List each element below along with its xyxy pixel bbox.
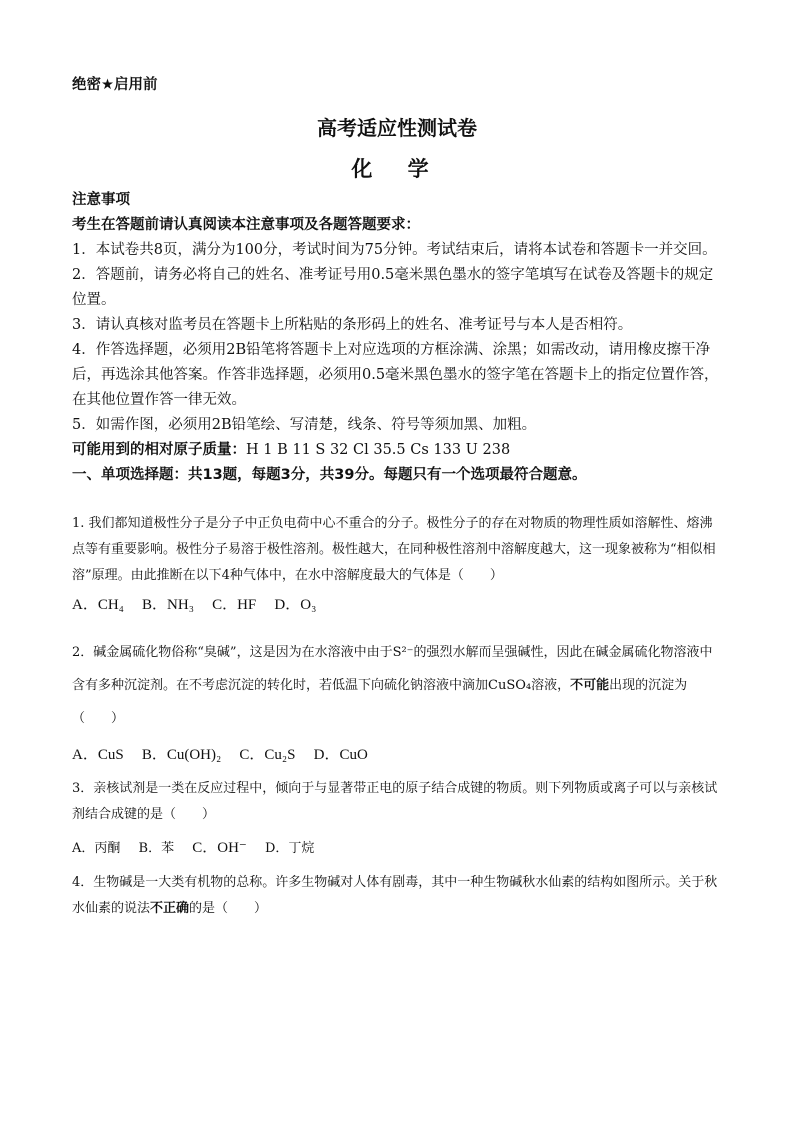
- section-heading: 一、单项选择题：共13题，每题3分，共39分。每题只有一个选项最符合题意。: [72, 467, 587, 483]
- notice-section: [72, 188, 724, 488]
- notice-item: 2．答题前，请务必将自己的姓名、准考证号用0.5毫米黑色墨水的签字笔填写在试卷及答题卡的规定位置。: [72, 267, 714, 308]
- option-d: D．丁烷: [264, 841, 315, 856]
- notice-item: 5．如需作图，必须用2B铅笔绘、写清楚，线条、符号等须加黑、加粗。: [72, 417, 537, 433]
- exam-title: 高考适应性测试卷: [317, 116, 477, 140]
- question-1: 1. 我们都知道极性分子是分子中正负电荷中心不重合的分子。极性分子的存在对物质的物理性质如溶解性、熔沸点等有重要影响。极性分子易溶于极性溶剂。极性越大，在同种极性溶剂中溶解度越大，这一现象被称为“相似相溶”原理。由此推断在以下4种气体中，在水中溶解度最大的气体是（ ）: [72, 516, 716, 583]
- option-b: B．苯: [138, 841, 175, 856]
- question-2: [72, 636, 724, 735]
- question-2-options: [72, 742, 724, 769]
- option-c: C．Cu₂S: [239, 747, 296, 763]
- subject-title: 化 学: [351, 157, 443, 181]
- option-a: A．CH₄: [72, 597, 124, 613]
- question-3: 3．亲核试剂是一类在反应过程中，倾向于与显著带正电的原子结合成键的物质。则下列物质或离子可以与亲核试剂结合成键的是（ ）: [72, 781, 718, 822]
- option-c: C．OH⁻: [192, 840, 247, 856]
- question-2-text: 2．碱金属硫化物俗称“臭碱”，这是因为在水溶液中由于S²⁻的强烈水解而呈强碱性，因此在碱金属硫化物溶液中含有多种沉淀剂。在不考虑沉淀的转化时，若低温下向硫化钠溶液中滴加CuSO₄溶液，: [72, 645, 713, 693]
- question-3-options: [72, 835, 724, 862]
- question-4: [72, 870, 724, 922]
- option-a: A．CuS: [72, 747, 124, 763]
- notice-intro: 考生在答题前请认真阅读本注意事项及各题答题要求：: [72, 217, 420, 233]
- question-4-emphasis: 不正确: [150, 901, 190, 916]
- option-d: D．O₃: [274, 597, 317, 613]
- notice-item: 3．请认真核对监考员在答题卡上所粘贴的条形码上的姓名、准考证号与本人是否相符。: [72, 317, 633, 333]
- question-1-options: [72, 592, 724, 619]
- notice-heading: 注意事项: [72, 192, 130, 208]
- question-2-emphasis: 不可能: [570, 678, 610, 693]
- option-d: D．CuO: [313, 747, 368, 763]
- question-2-text-end: 出现的沉淀为（ ）: [72, 678, 688, 726]
- notice-item: 1．本试卷共8页，满分为100分，考试时间为75分钟。考试结束后，请将本试卷和答题卡一并交回。: [72, 242, 717, 258]
- option-c: C．HF: [212, 597, 257, 613]
- confidential-label: 绝密★启用前: [72, 77, 158, 93]
- option-b: B．NH₃: [142, 597, 194, 613]
- atomic-masses-values: H 1 B 11 S 32 Cl 35.5 Cs 133 U 238: [246, 442, 511, 458]
- option-a: A．丙酮: [72, 841, 121, 856]
- atomic-masses-label: 可能用到的相对原子质量：: [72, 442, 246, 458]
- atomic-masses-line: [72, 438, 724, 463]
- option-b: B．Cu(OH)₂: [141, 747, 222, 763]
- question-4-text-end: 的是（ ）: [189, 901, 268, 916]
- question-4-text: 4．生物碱是一大类有机物的总称。许多生物碱对人体有剧毒，其中一种生物碱秋水仙素的结构如图所示。关于秋水仙素的说法: [72, 875, 718, 916]
- notice-item: 4．作答选择题，必须用2B铅笔将答题卡上对应选项的方框涂满、涂黑；如需改动，请用橡皮擦干净后，再选涂其他答案。作答非选择题，必须用0.5毫米黑色墨水的签字笔在答题卡上的指定位置作答，在其他位置作答一律无效。: [72, 342, 719, 408]
